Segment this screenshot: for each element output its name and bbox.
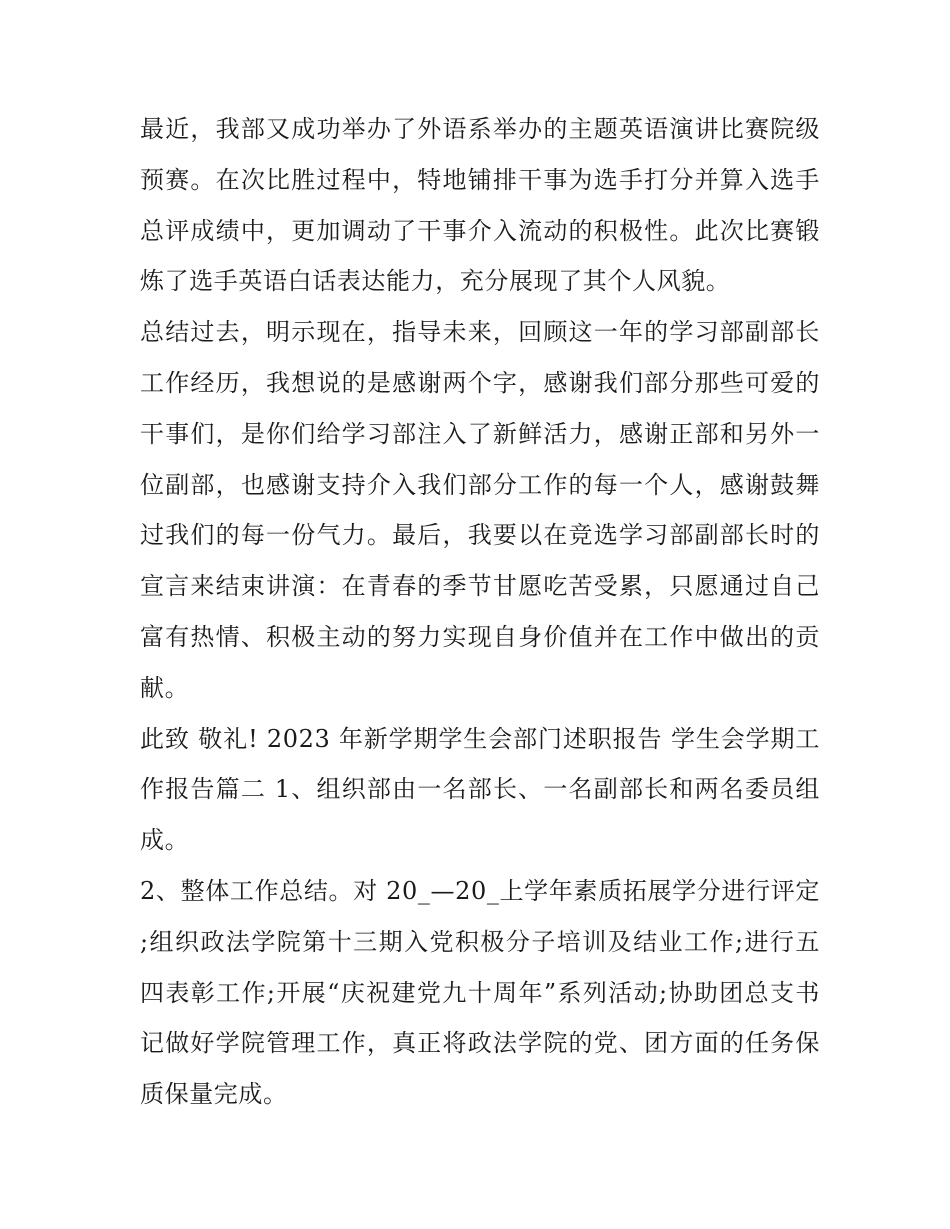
paragraph-4: 2、整体工作总结。对 20_—20_上学年素质拓展学分进行评定;组织政法学院第十三期入党积极分子培训及结业工作;进行五四表彰工作;开展“庆祝建党九十周年”系列活动;协助团总支书记做好学院管理工作，真正将政法学院的党、团方面的任务保质保量完成。 — [140, 876, 820, 1109]
document-body — [140, 104, 820, 1120]
paragraph-1: 最近，我部又成功举办了外语系举办的主题英语演讲比赛院级预赛。在次比胜过程中，特地铺排干事为选手打分并算入选手总评成绩中，更加调动了干事介入流动的积极性。此次比赛锻炼了选手英语白话表达能力，充分展现了其个人风貌。 — [140, 115, 820, 296]
paragraph-2: 总结过去，明示现在，指导未来，回顾这一年的学习部副部长工作经历，我想说的是感谢两个字，感谢我们部分那些可爱的干事们，是你们给学习部注入了新鲜活力，感谢正部和另外一位副部，也感谢支持介入我们部分工作的每一个人，感谢鼓舞过我们的每一份气力。最后，我要以在竞选学习部副部长时的宣言来结束讲演：在青春的季节甘愿吃苦受累，只愿通过自己富有热情、积极主动的努力实现自身价值并在工作中做出的贡献。 — [140, 318, 820, 702]
paragraph-3: 此致 敬礼! 2023 年新学期学生会部门述职报告 学生会学期工作报告篇二 1、组织部由一名部长、一名副部长和两名委员组成。 — [140, 724, 820, 855]
